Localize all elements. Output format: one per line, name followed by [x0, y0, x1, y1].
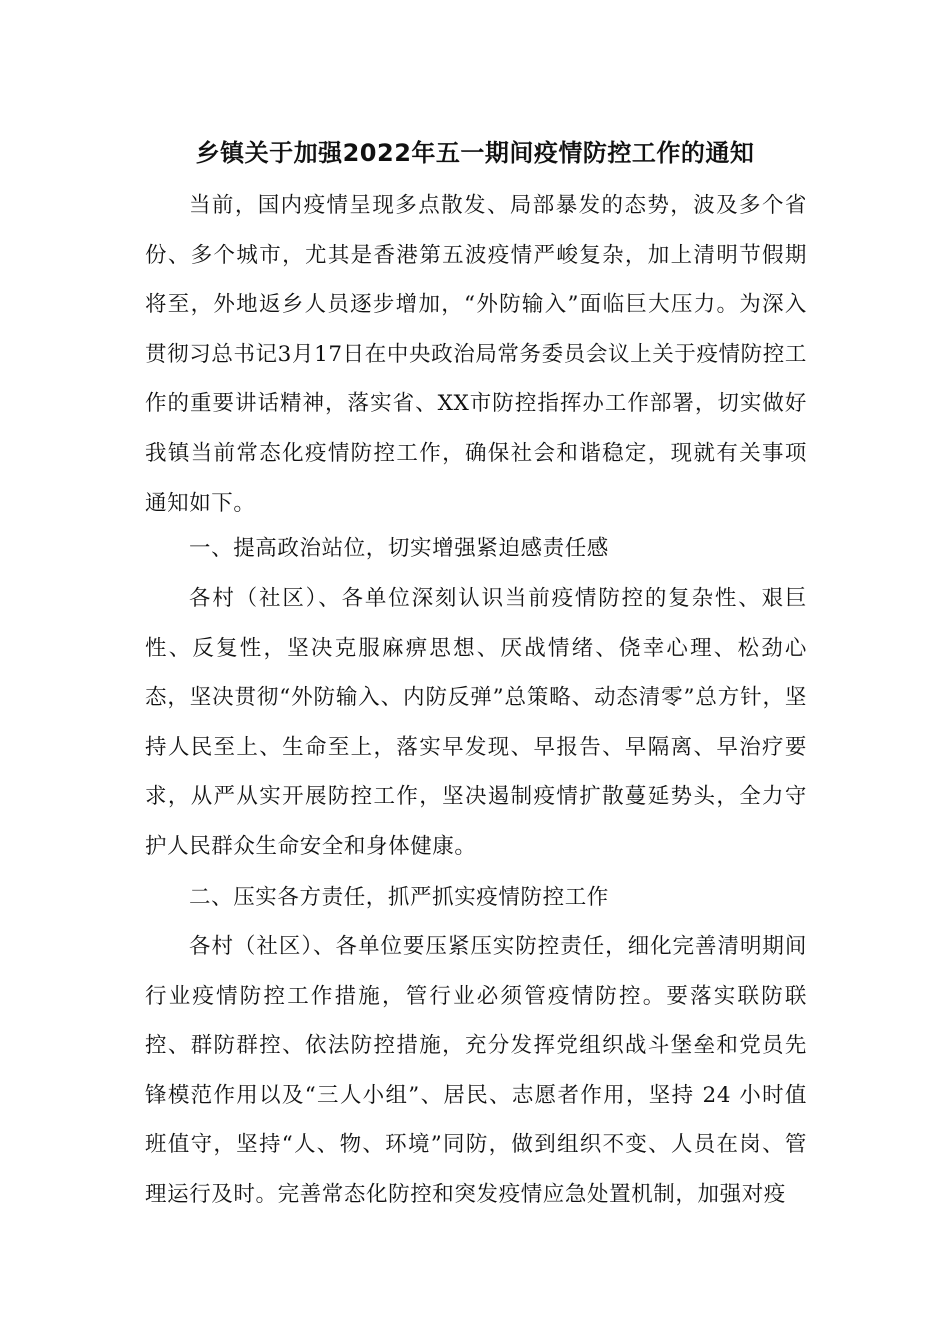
section-heading-2: 二、压实各方责任，抓严抓实疫情防控工作	[189, 885, 609, 910]
section-2-paragraph: 各村（社区）、各单位要压紧压实防控责任，细化完善清明期间行业疫情防控工作措施，管行业必须管疫情防控。要落实联防联控、群防群控、依法防控措施，充分发挥党组织战斗堡垒和党员先锋模范作用以及“三人小组”、居民、志愿者作用，坚持 24 小时值班值守，坚持“人、物、环境”同防，做到组织不变、人员在岗、管理运行及时。完善常态化防控和突发疫情应急处置机制，加强对疫	[145, 934, 807, 1207]
section-1-paragraph: 各村（社区）、各单位深刻认识当前疫情防控的复杂性、艰巨性、反复性，坚决克服麻痹思想、厌战情绪、侥幸心理、松劲心态，坚决贯彻“外防输入、内防反弹”总策略、动态清零”总方针，坚持人民至上、生命至上，落实早发现、早报告、早隔离、早治疗要求，从严从实开展防控工作，坚决遏制疫情扩散蔓延势头，全力守护人民群众生命安全和身体健康。	[145, 586, 807, 859]
document-title: 乡镇关于加强2022年五一期间疫情防控工作的通知	[195, 139, 755, 167]
intro-paragraph: 当前，国内疫情呈现多点散发、局部暴发的态势，波及多个省份、多个城市，尤其是香港第五波疫情严峻复杂，加上清明节假期将至，外地返乡人员逐步增加，“外防输入”面临巨大压力。为深入贯彻习总书记3月17日在中央政治局常务委员会议上关于疫情防控工作的重要讲话精神，落实省、XX市防控指挥办工作部署，切实做好我镇当前常态化疫情防控工作，确保社会和谐稳定，现就有关事项通知如下。	[145, 193, 807, 516]
section-heading-1: 一、提高政治站位，切实增强紧迫感责任感	[189, 536, 609, 561]
